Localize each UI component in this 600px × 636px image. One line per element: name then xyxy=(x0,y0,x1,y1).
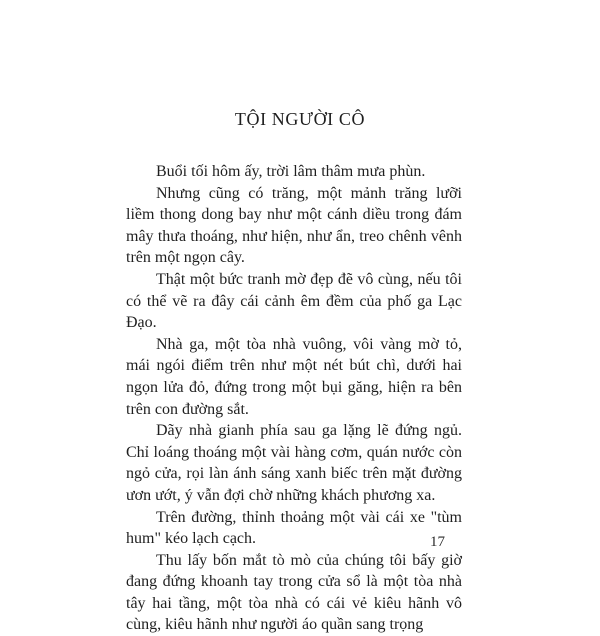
paragraph: Nhà ga, một tòa nhà vuông, vôi vàng mờ tỏ, mái ngói điểm trên như một nét bút chì, dưới hai ngọn lửa đỏ, đứng trong một bụi găng, hiện ra bên trên con đường sắt. xyxy=(126,335,462,418)
body-text xyxy=(126,161,462,636)
paragraph: Dãy nhà gianh phía sau ga lặng lẽ đứng ngủ. Chỉ loáng thoáng một vài hàng cơm, quán nước còn ngỏ cửa, rọi làn ánh sáng xanh biếc trên mặt đường ươn ướt, ý vẫn đợi chờ những khách phương xa. xyxy=(126,422,462,504)
paragraph: Thật một bức tranh mờ đẹp đẽ vô cùng, nếu tôi có thể vẽ ra đây cái cảnh êm đềm của phố ga Lạc Đạo. xyxy=(126,270,462,332)
chapter-title: TỘI NGƯỜI CÔ xyxy=(234,109,366,129)
paragraph: Buổi tối hôm ấy, trời lâm thâm mưa phùn. xyxy=(156,163,426,180)
paragraph: Nhưng cũng có trăng, một mảnh trăng lưỡi liềm thong dong bay như một cánh diều trong đám mây thưa thoáng, như hiện, như ẩn, treo chênh vênh trên một ngọn cây. xyxy=(126,184,462,267)
page-number: 17 xyxy=(430,534,445,550)
paragraph: Thu lấy bốn mắt tò mò của chúng tôi bấy giờ đang đứng khoanh tay trong cửa sổ là một tòa nhà tây hai tầng, một tòa nhà có cái vẻ kiêu hãnh vô cùng, kiêu hãnh như người áo quần sang trọng xyxy=(126,551,462,634)
paragraph: Trên đường, thỉnh thoảng một vài cái xe "tùm hum" kéo lạch cạch. xyxy=(126,508,462,548)
